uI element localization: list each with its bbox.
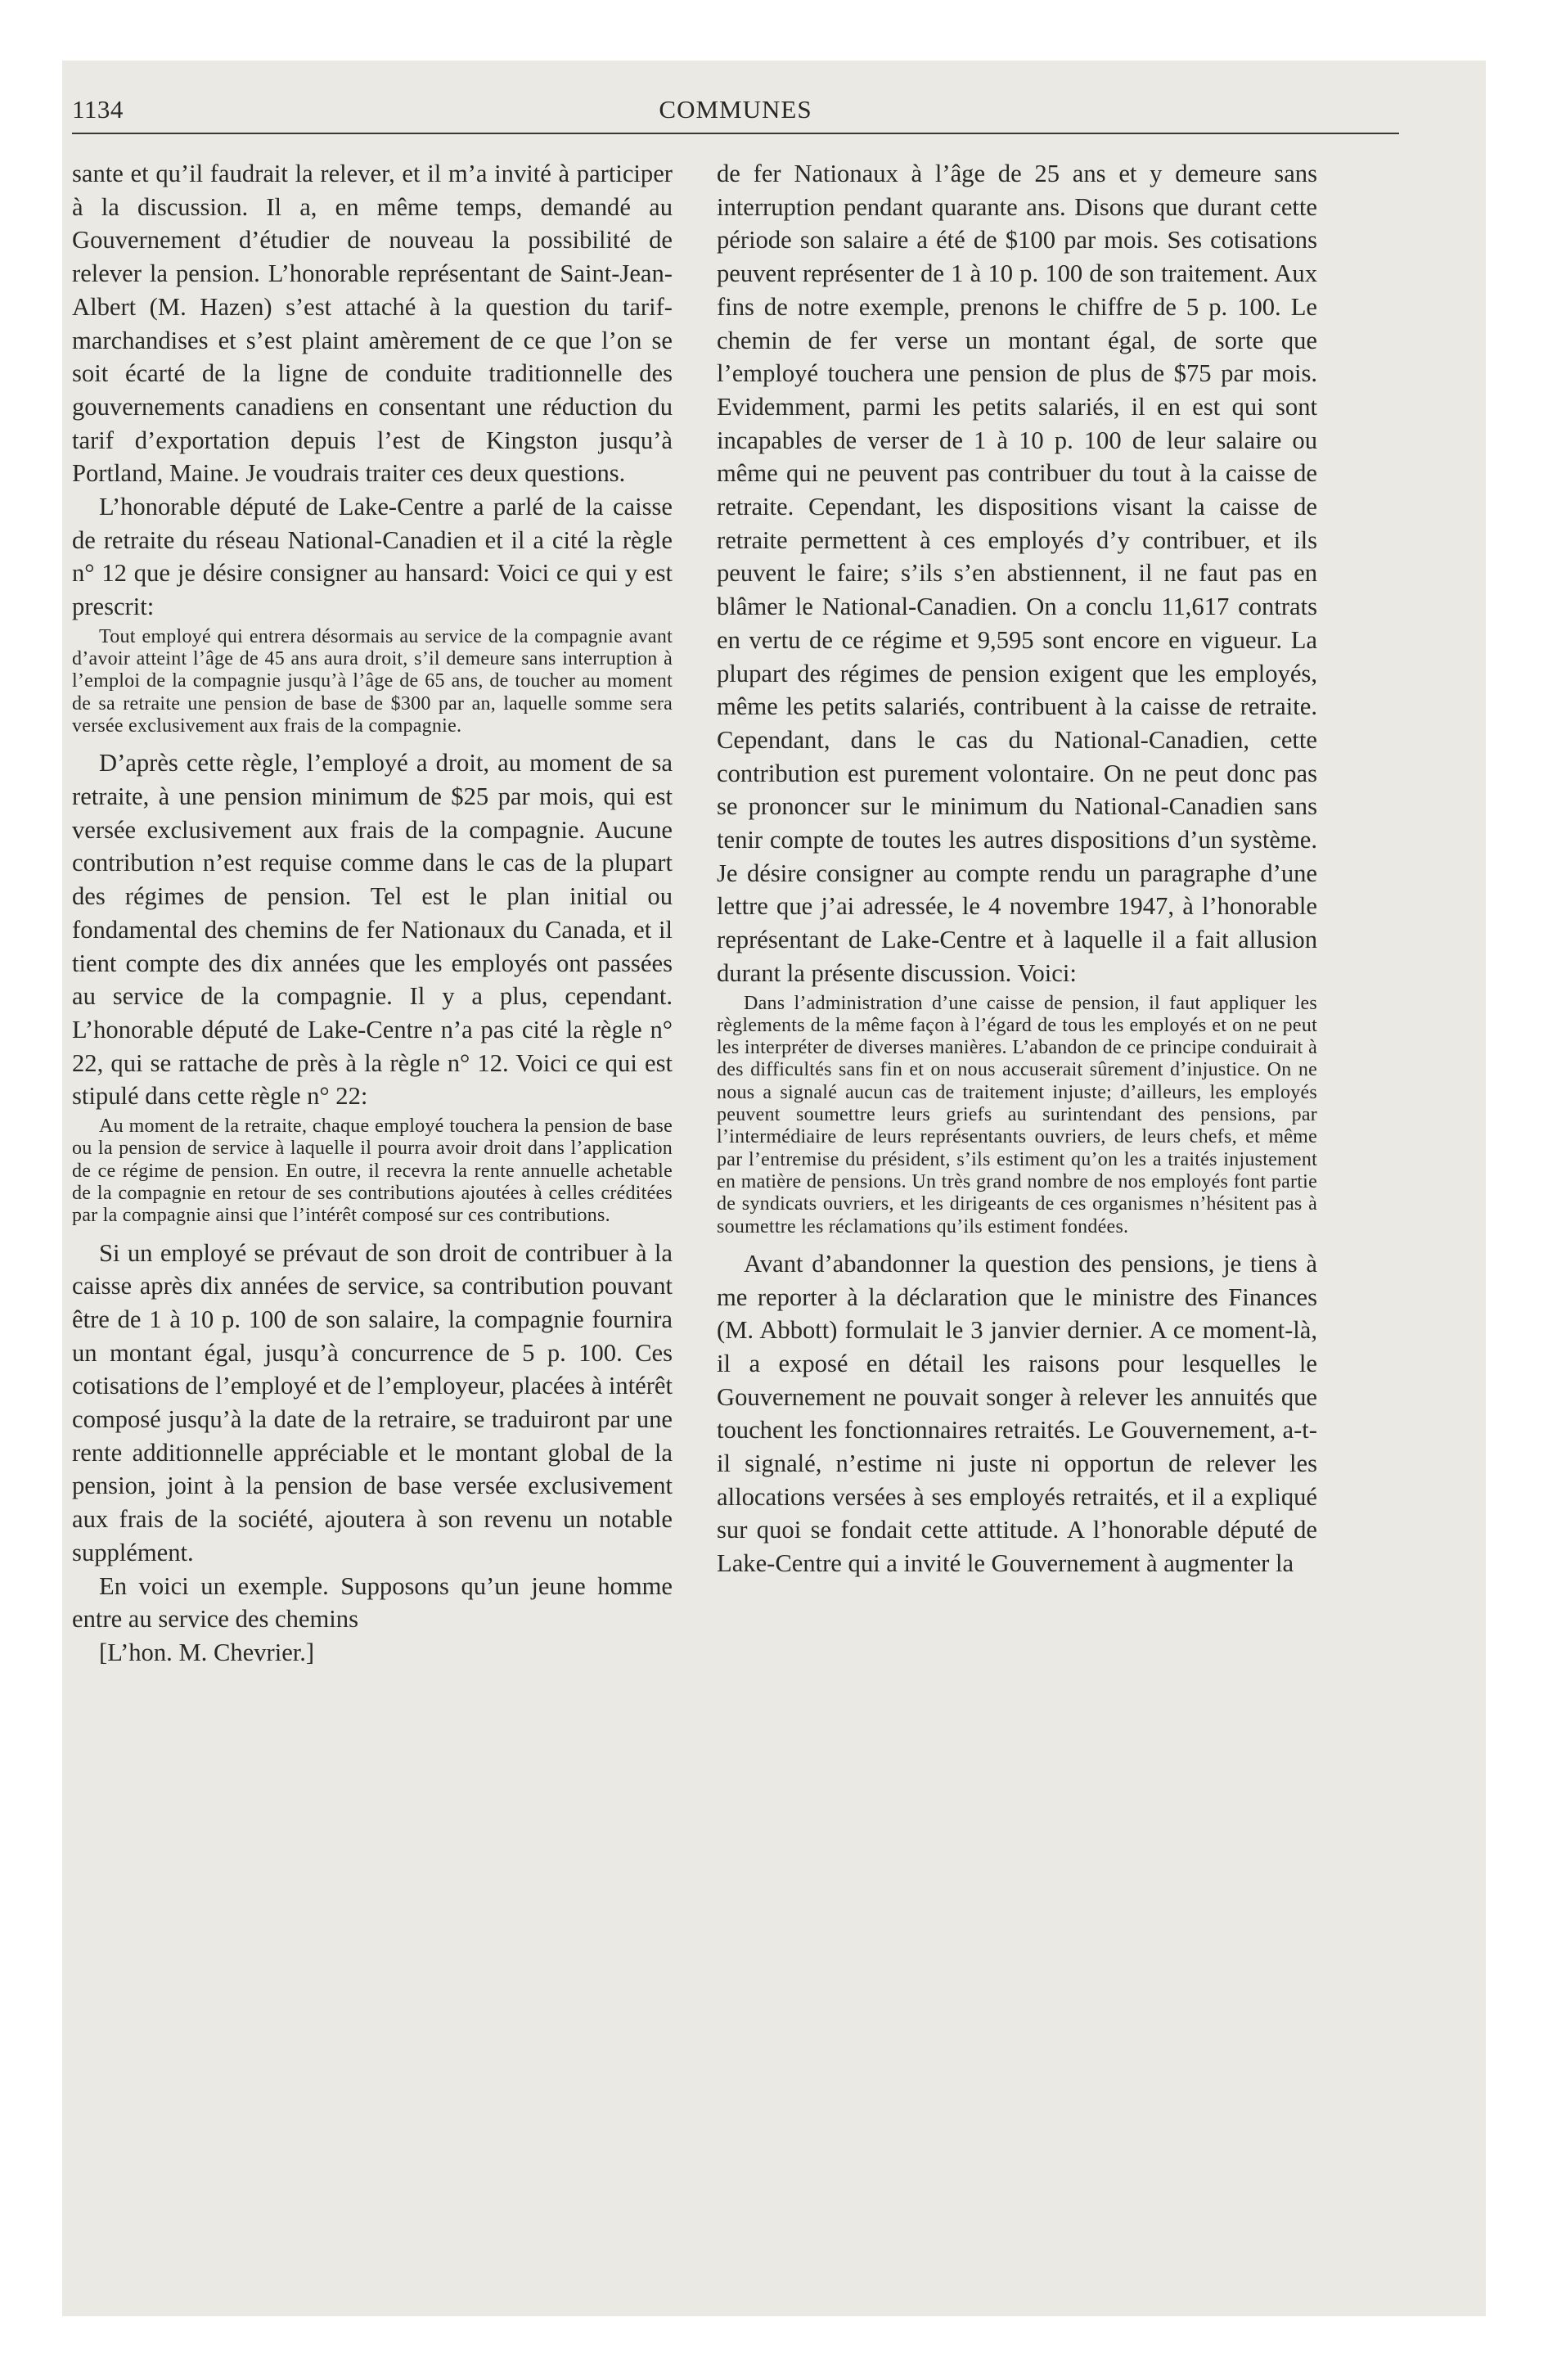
paragraph: Si un employé se prévaut de son droit de contribuer à la caisse après dix années de service, sa contribution pouvant être de 1 à 10 p. 100 de son salaire, la compagnie fournira un montant égal, jusqu’à concurrence de 5 p. 100. Ces cotisations de l’employé et de l’employeur, placées à intérêt composé jusqu’à la date de la retraire, se traduiront par une rente additionnelle appréciable et le montant global de la pension, joint à la pension de base versée exclusivement aux frais de la société, ajoutera à son revenu un notable supplément. [72, 1238, 673, 1566]
page-number: 1134 [72, 95, 124, 124]
block-quote: Au moment de la retraite, chaque employé touchera la pension de base ou la pension de service à laquelle il pourra avoir droit dans l’application de ce régime de pension. En outre, il recevra la rente annuelle achetable de la compagnie en retour de ses contributions ajoutées à celles créditées par la compagnie ainsi que l’intérêt composé sur ces contributions. [72, 1116, 673, 1227]
header-rule [72, 133, 1399, 134]
paragraph: L’honorable député de Lake-Centre a parlé de la caisse de retraite du réseau National-Canadien et il a cité la règle n° 12 que je désire consigner au hansard: Voici ce qui y est prescrit: [72, 493, 673, 621]
page-header [72, 92, 1399, 137]
paragraph: sante et qu’il faudrait la relever, et il m’a invité à participer à la discussion. Il a, en même temps, demandé au Gouvernement d’étudier de nouveau la possibilité de relever la pension. L’honorable représentant de Saint-Jean-Albert (M. Hazen) s’est attaché à la question du tarif-marchandises et s’est plaint amèrement de ce que l’on se soit écarté de la ligne de conduite traditionnelle des gouvernements canadiens en consentant une réduction du tarif d’exportation depuis l’est de Kingston jusqu’à Portland, Maine. Je voudrais traiter ces deux questions. [72, 160, 673, 488]
block-quote: Tout employé qui entrera désormais au service de la compagnie avant d’avoir atteint l’âge de 45 ans aura droit, s’il demeure sans interruption à l’emploi de la compagnie jusqu’à l’âge de 65 ans, de toucher au moment de sa retraite une pension de base de $300 par an, laquelle somme sera versée exclusivement aux frais de la compagnie. [72, 625, 673, 737]
paragraph: D’après cette règle, l’employé a droit, au moment de sa retraite, à une pension minimum de $25 par mois, qui est versée exclusivement aux frais de la compagnie. Aucune contribution n’est requise comme dans le cas de la plupart des régimes de pension. Tel est le plan initial ou fondamental des chemins de fer Nationaux du Canada, et il tient compte des dix années que les employés ont passées au service de la compagnie. Il y a plus, cependant. L’honorable député de Lake-Centre n’a pas cité la règle n° 22, qui se rattache de près à la règle n° 12. Voici ce qui est stipulé dans cette règle n° 22: [72, 749, 673, 1111]
paragraph: Avant d’abandonner la question des pensions, je tiens à me reporter à la déclaration que le ministre des Finances (M. Abbott) formulait le 3 janvier dernier. A ce moment-là, il a exposé en détail les raisons pour lesquelles le Gouvernement ne pouvait songer à relever les annuités que touchent les fonctionnaires retraités. Le Gouvernement, a-t-il signalé, n’estime ni juste ni opportun de relever les allocations versées à ses employés retraités, et il a expliqué sur quoi se fondait cette attitude. A l’honorable député de Lake-Centre qui a invité le Gouvernement à augmenter la [717, 1249, 1317, 1578]
running-head: COMMUNES [659, 95, 812, 124]
paragraph: de fer Nationaux à l’âge de 25 ans et y demeure sans interruption pendant quarante ans. Disons que durant cette période son salaire a été de $100 par mois. Ses cotisations peuvent représenter de 1 à 10 p. 100 de son traitement. Aux fins de notre exemple, prenons le chiffre de 5 p. 100. Le chemin de fer verse un montant égal, de sorte que l’employé touchera une pension de plus de $75 par mois. Evidemment, parmi les petits salariés, il en est qui sont incapables de verser de 1 à 10 p. 100 de leur salaire ou même qui ne peuvent pas contribuer du tout à la caisse de retraite. Cependant, les dispositions visant la caisse de retraite permettent à ces employés d’y contribuer, et ils peuvent le faire; s’ils s’en abstiennent, il ne faut pas en blâmer le National-Canadien. On a conclu 11,617 contrats en vertu de ce régime et 9,595 sont encore en vigueur. La plupart des régimes de pension exigent que les employés, même les petits salariés, contribuent à la caisse de retraite. Cependant, dans le cas du National-Canadien, cette contribution est purement volontaire. On ne peut donc pas se prononcer sur le minimum du National-Canadien sans tenir compte de toutes les autres dispositions d’un système. Je désire consigner au compte rendu un paragraphe d’une lettre que j’ai adressée, le 4 novembre 1947, à l’honorable représentant de Lake-Centre et à laquelle il a fait allusion durant la présente discussion. Voici: [717, 160, 1317, 987]
block-quote: Dans l’administration d’une caisse de pension, il faut appliquer les règlements de la même façon à l’égard de tous les employés et on ne peut les interpréter de diverses manières. L’abandon de ce principe conduirait à des difficultés sans fin et on nous accuserait sûrement d’injustice. On ne nous a signalé aucun cas de traitement injuste; d’ailleurs, les employés peuvent soumettre leurs griefs au surintendant des pensions, par l’intermédiaire de leurs représentants ouvriers, de leurs chefs, et même par l’entremise du président, s’ils estiment qu’on les a traités injustement en matière de pensions. Un très grand nombre de nos employés font partie de syndicats ouvriers, et les dirigeants de ces organismes n’hésitent pas à soumettre les réclamations qu’ils estiment fondées. [717, 992, 1317, 1237]
speaker-attribution: [L’hon. M. Chevrier.] [99, 1638, 315, 1666]
left-column [72, 157, 673, 1670]
right-column [717, 157, 1317, 1580]
paragraph: En voici un exemple. Supposons qu’un jeune homme entre au service des chemins [72, 1571, 673, 1634]
